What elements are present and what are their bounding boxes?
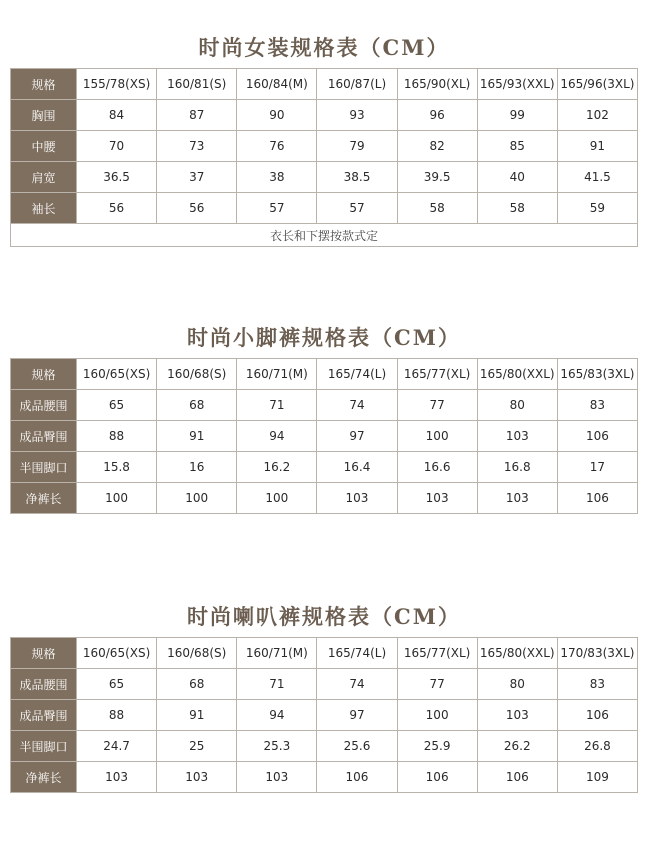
row-label-cell: 半围脚口: [11, 731, 77, 762]
value-cell: 106: [397, 762, 477, 793]
value-cell: 83: [557, 669, 637, 700]
row-label-cell: 肩宽: [11, 162, 77, 193]
table-row: [11, 162, 638, 193]
size-table: [10, 68, 638, 247]
size-header-cell: 165/77(XL): [397, 638, 477, 669]
value-cell: 79: [317, 131, 397, 162]
value-cell: 40: [477, 162, 557, 193]
skinny-pants-size-section: [10, 318, 638, 514]
table-header-row: [11, 359, 638, 390]
table-row: [11, 731, 638, 762]
value-cell: 94: [237, 421, 317, 452]
table-row: [11, 700, 638, 731]
table-title: 时尚小脚裤规格表（CM）: [187, 325, 461, 350]
value-cell: 109: [557, 762, 637, 793]
value-cell: 16.8: [477, 452, 557, 483]
value-cell: 15.8: [77, 452, 157, 483]
row-label-cell: 胸围: [11, 100, 77, 131]
size-header-cell: 160/84(M): [237, 69, 317, 100]
size-header-cell: 165/93(XXL): [477, 69, 557, 100]
value-cell: 74: [317, 669, 397, 700]
size-header-cell: 165/80(XXL): [477, 359, 557, 390]
value-cell: 102: [557, 100, 637, 131]
value-cell: 103: [477, 421, 557, 452]
value-cell: 90: [237, 100, 317, 131]
value-cell: 91: [557, 131, 637, 162]
value-cell: 103: [237, 762, 317, 793]
row-label-cell: 成品臀围: [11, 700, 77, 731]
value-cell: 38: [237, 162, 317, 193]
value-cell: 97: [317, 421, 397, 452]
value-cell: 88: [77, 421, 157, 452]
table-row: [11, 390, 638, 421]
note-row: [11, 224, 638, 247]
value-cell: 100: [237, 483, 317, 514]
value-cell: 65: [77, 390, 157, 421]
value-cell: 103: [477, 483, 557, 514]
value-cell: 41.5: [557, 162, 637, 193]
value-cell: 80: [477, 390, 557, 421]
value-cell: 100: [397, 700, 477, 731]
size-header-cell: 160/68(S): [157, 359, 237, 390]
value-cell: 99: [477, 100, 557, 131]
value-cell: 56: [77, 193, 157, 224]
value-cell: 91: [157, 421, 237, 452]
value-cell: 76: [237, 131, 317, 162]
value-cell: 57: [237, 193, 317, 224]
row-label-cell: 中腰: [11, 131, 77, 162]
row-label-cell: 袖长: [11, 193, 77, 224]
size-header-cell: 160/71(M): [237, 359, 317, 390]
value-cell: 100: [397, 421, 477, 452]
value-cell: 68: [157, 390, 237, 421]
size-header-cell: 160/87(L): [317, 69, 397, 100]
value-cell: 73: [157, 131, 237, 162]
value-cell: 100: [157, 483, 237, 514]
value-cell: 26.8: [557, 731, 637, 762]
value-cell: 56: [157, 193, 237, 224]
size-header-cell: 165/74(L): [317, 359, 397, 390]
table-header-row: [11, 638, 638, 669]
value-cell: 82: [397, 131, 477, 162]
value-cell: 25.9: [397, 731, 477, 762]
size-header-cell: 165/77(XL): [397, 359, 477, 390]
women-size-section: [10, 28, 638, 247]
value-cell: 106: [317, 762, 397, 793]
table-row: [11, 131, 638, 162]
row-label-cell: 净裤长: [11, 483, 77, 514]
row-label-cell: 成品腰围: [11, 669, 77, 700]
value-cell: 38.5: [317, 162, 397, 193]
size-header-cell: 160/65(XS): [77, 359, 157, 390]
value-cell: 25.6: [317, 731, 397, 762]
value-cell: 16.4: [317, 452, 397, 483]
value-cell: 16.2: [237, 452, 317, 483]
value-cell: 71: [237, 390, 317, 421]
value-cell: 83: [557, 390, 637, 421]
size-header-cell: 160/81(S): [157, 69, 237, 100]
value-cell: 36.5: [77, 162, 157, 193]
value-cell: 68: [157, 669, 237, 700]
value-cell: 100: [77, 483, 157, 514]
value-cell: 57: [317, 193, 397, 224]
value-cell: 106: [557, 421, 637, 452]
value-cell: 74: [317, 390, 397, 421]
value-cell: 85: [477, 131, 557, 162]
size-header-cell: 155/78(XS): [77, 69, 157, 100]
value-cell: 77: [397, 669, 477, 700]
size-header-cell: 165/80(XXL): [477, 638, 557, 669]
value-cell: 106: [557, 483, 637, 514]
value-cell: 103: [77, 762, 157, 793]
value-cell: 96: [397, 100, 477, 131]
value-cell: 24.7: [77, 731, 157, 762]
value-cell: 80: [477, 669, 557, 700]
table-row: [11, 452, 638, 483]
value-cell: 37: [157, 162, 237, 193]
value-cell: 103: [157, 762, 237, 793]
value-cell: 65: [77, 669, 157, 700]
value-cell: 25.3: [237, 731, 317, 762]
table-row: [11, 483, 638, 514]
value-cell: 93: [317, 100, 397, 131]
value-cell: 25: [157, 731, 237, 762]
value-cell: 71: [237, 669, 317, 700]
value-cell: 103: [317, 483, 397, 514]
value-cell: 94: [237, 700, 317, 731]
size-header-cell: 165/90(XL): [397, 69, 477, 100]
size-header-cell: 160/65(XS): [77, 638, 157, 669]
size-table: [10, 358, 638, 514]
size-header-cell: 160/71(M): [237, 638, 317, 669]
table-title: 时尚女装规格表（CM）: [198, 35, 450, 60]
row-label-cell: 成品腰围: [11, 390, 77, 421]
header-label-cell: 规格: [11, 359, 77, 390]
size-header-cell: 160/68(S): [157, 638, 237, 669]
size-header-cell: 165/83(3XL): [557, 359, 637, 390]
table-note: 衣长和下摆按款式定: [11, 224, 638, 247]
value-cell: 77: [397, 390, 477, 421]
value-cell: 88: [77, 700, 157, 731]
table-title: 时尚喇叭裤规格表（CM）: [187, 604, 461, 629]
size-header-cell: 170/83(3XL): [557, 638, 637, 669]
value-cell: 39.5: [397, 162, 477, 193]
value-cell: 91: [157, 700, 237, 731]
value-cell: 58: [477, 193, 557, 224]
size-header-cell: 165/96(3XL): [557, 69, 637, 100]
value-cell: 17: [557, 452, 637, 483]
row-label-cell: 成品臀围: [11, 421, 77, 452]
value-cell: 103: [397, 483, 477, 514]
value-cell: 16: [157, 452, 237, 483]
row-label-cell: 半围脚口: [11, 452, 77, 483]
table-header-row: [11, 69, 638, 100]
table-row: [11, 762, 638, 793]
value-cell: 70: [77, 131, 157, 162]
table-row: [11, 100, 638, 131]
size-header-cell: 165/74(L): [317, 638, 397, 669]
value-cell: 16.6: [397, 452, 477, 483]
value-cell: 106: [477, 762, 557, 793]
table-row: [11, 193, 638, 224]
size-table: [10, 637, 638, 793]
header-label-cell: 规格: [11, 638, 77, 669]
value-cell: 84: [77, 100, 157, 131]
flare-pants-size-section: [10, 597, 638, 793]
value-cell: 58: [397, 193, 477, 224]
row-label-cell: 净裤长: [11, 762, 77, 793]
value-cell: 87: [157, 100, 237, 131]
value-cell: 106: [557, 700, 637, 731]
header-label-cell: 规格: [11, 69, 77, 100]
value-cell: 103: [477, 700, 557, 731]
value-cell: 59: [557, 193, 637, 224]
table-row: [11, 669, 638, 700]
value-cell: 26.2: [477, 731, 557, 762]
table-row: [11, 421, 638, 452]
value-cell: 97: [317, 700, 397, 731]
